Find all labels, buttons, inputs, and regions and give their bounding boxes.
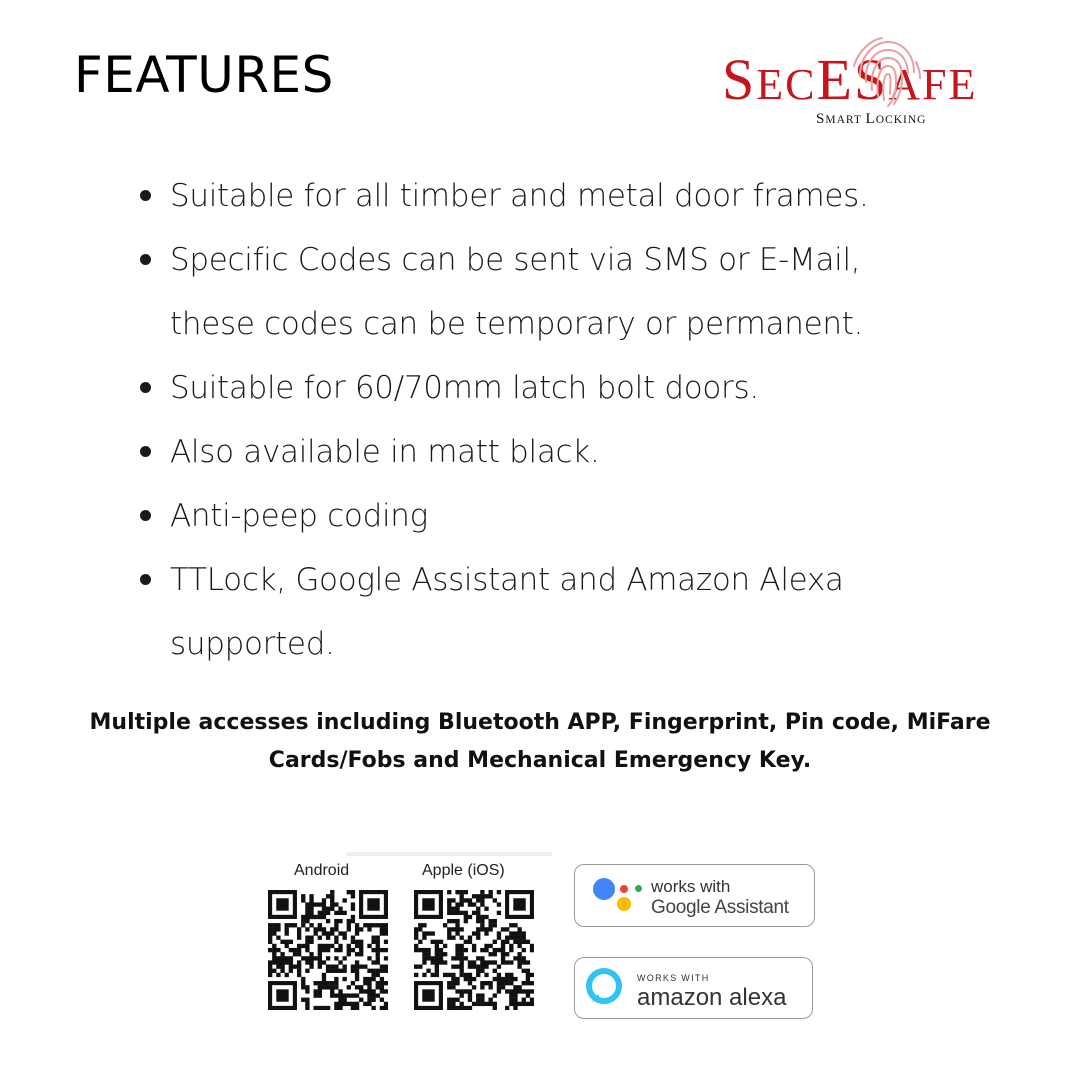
feature-text: Suitable for all timber and metal door frames. <box>170 178 869 214</box>
feature-text: Anti-peep coding <box>170 498 428 534</box>
ios-label: Apple (iOS) <box>422 862 505 879</box>
google-dot-icon <box>617 897 631 911</box>
feature-text: these codes can be temporary or permanent. <box>170 306 864 342</box>
page-title: FEATURES <box>74 46 334 104</box>
logo-wordmark: SECESAFE <box>722 47 978 112</box>
feature-item <box>140 356 940 420</box>
feature-item <box>140 228 940 356</box>
feature-text: Suitable for 60/70mm latch bolt doors. <box>170 370 759 406</box>
alexa-badge-small-text: WORKS WITH <box>637 973 710 983</box>
bullet-icon <box>140 574 151 585</box>
app-qr-panel <box>262 852 554 1022</box>
alexa-badge-big-text: amazon alexa <box>637 984 787 1011</box>
secesafe-logo <box>718 36 1058 136</box>
feature-text: supported. <box>170 626 335 662</box>
bullet-icon <box>140 446 151 457</box>
bullet-icon <box>140 190 151 201</box>
bullet-icon <box>140 510 151 521</box>
google-assistant-badge[interactable] <box>574 864 815 927</box>
android-qr-code[interactable] <box>268 890 388 1010</box>
feature-item <box>140 548 940 676</box>
bullet-icon <box>140 382 151 393</box>
google-badge-big-text: Google Assistant <box>651 897 789 918</box>
alexa-ring-icon <box>584 966 624 1006</box>
ios-qr-code[interactable] <box>414 890 534 1010</box>
access-methods-note <box>40 704 1040 780</box>
feature-text: Specific Codes can be sent via SMS or E-Mail, <box>170 242 861 278</box>
access-note-line: Multiple accesses including Bluetooth APP, Fingerprint, Pin code, MiFare <box>89 710 991 735</box>
bullet-icon <box>140 254 151 265</box>
android-label: Android <box>294 862 350 879</box>
google-assistant-icon <box>593 878 615 900</box>
feature-item <box>140 420 940 484</box>
google-dot-icon <box>620 885 628 893</box>
features-list <box>140 164 940 676</box>
feature-text: Also available in matt black. <box>170 434 600 470</box>
amazon-alexa-badge[interactable] <box>574 957 813 1019</box>
feature-item <box>140 484 940 548</box>
google-dot-icon <box>635 885 642 892</box>
feature-item <box>140 164 940 228</box>
feature-text: TTLock, Google Assistant and Amazon Alexa <box>170 562 844 598</box>
panel-divider <box>346 852 552 856</box>
access-note-line: Cards/Fobs and Mechanical Emergency Key. <box>268 748 812 773</box>
fingerprint-icon <box>846 36 926 110</box>
google-badge-small-text: works with <box>651 877 731 896</box>
logo-tagline: SMART LOCKING <box>816 111 927 127</box>
